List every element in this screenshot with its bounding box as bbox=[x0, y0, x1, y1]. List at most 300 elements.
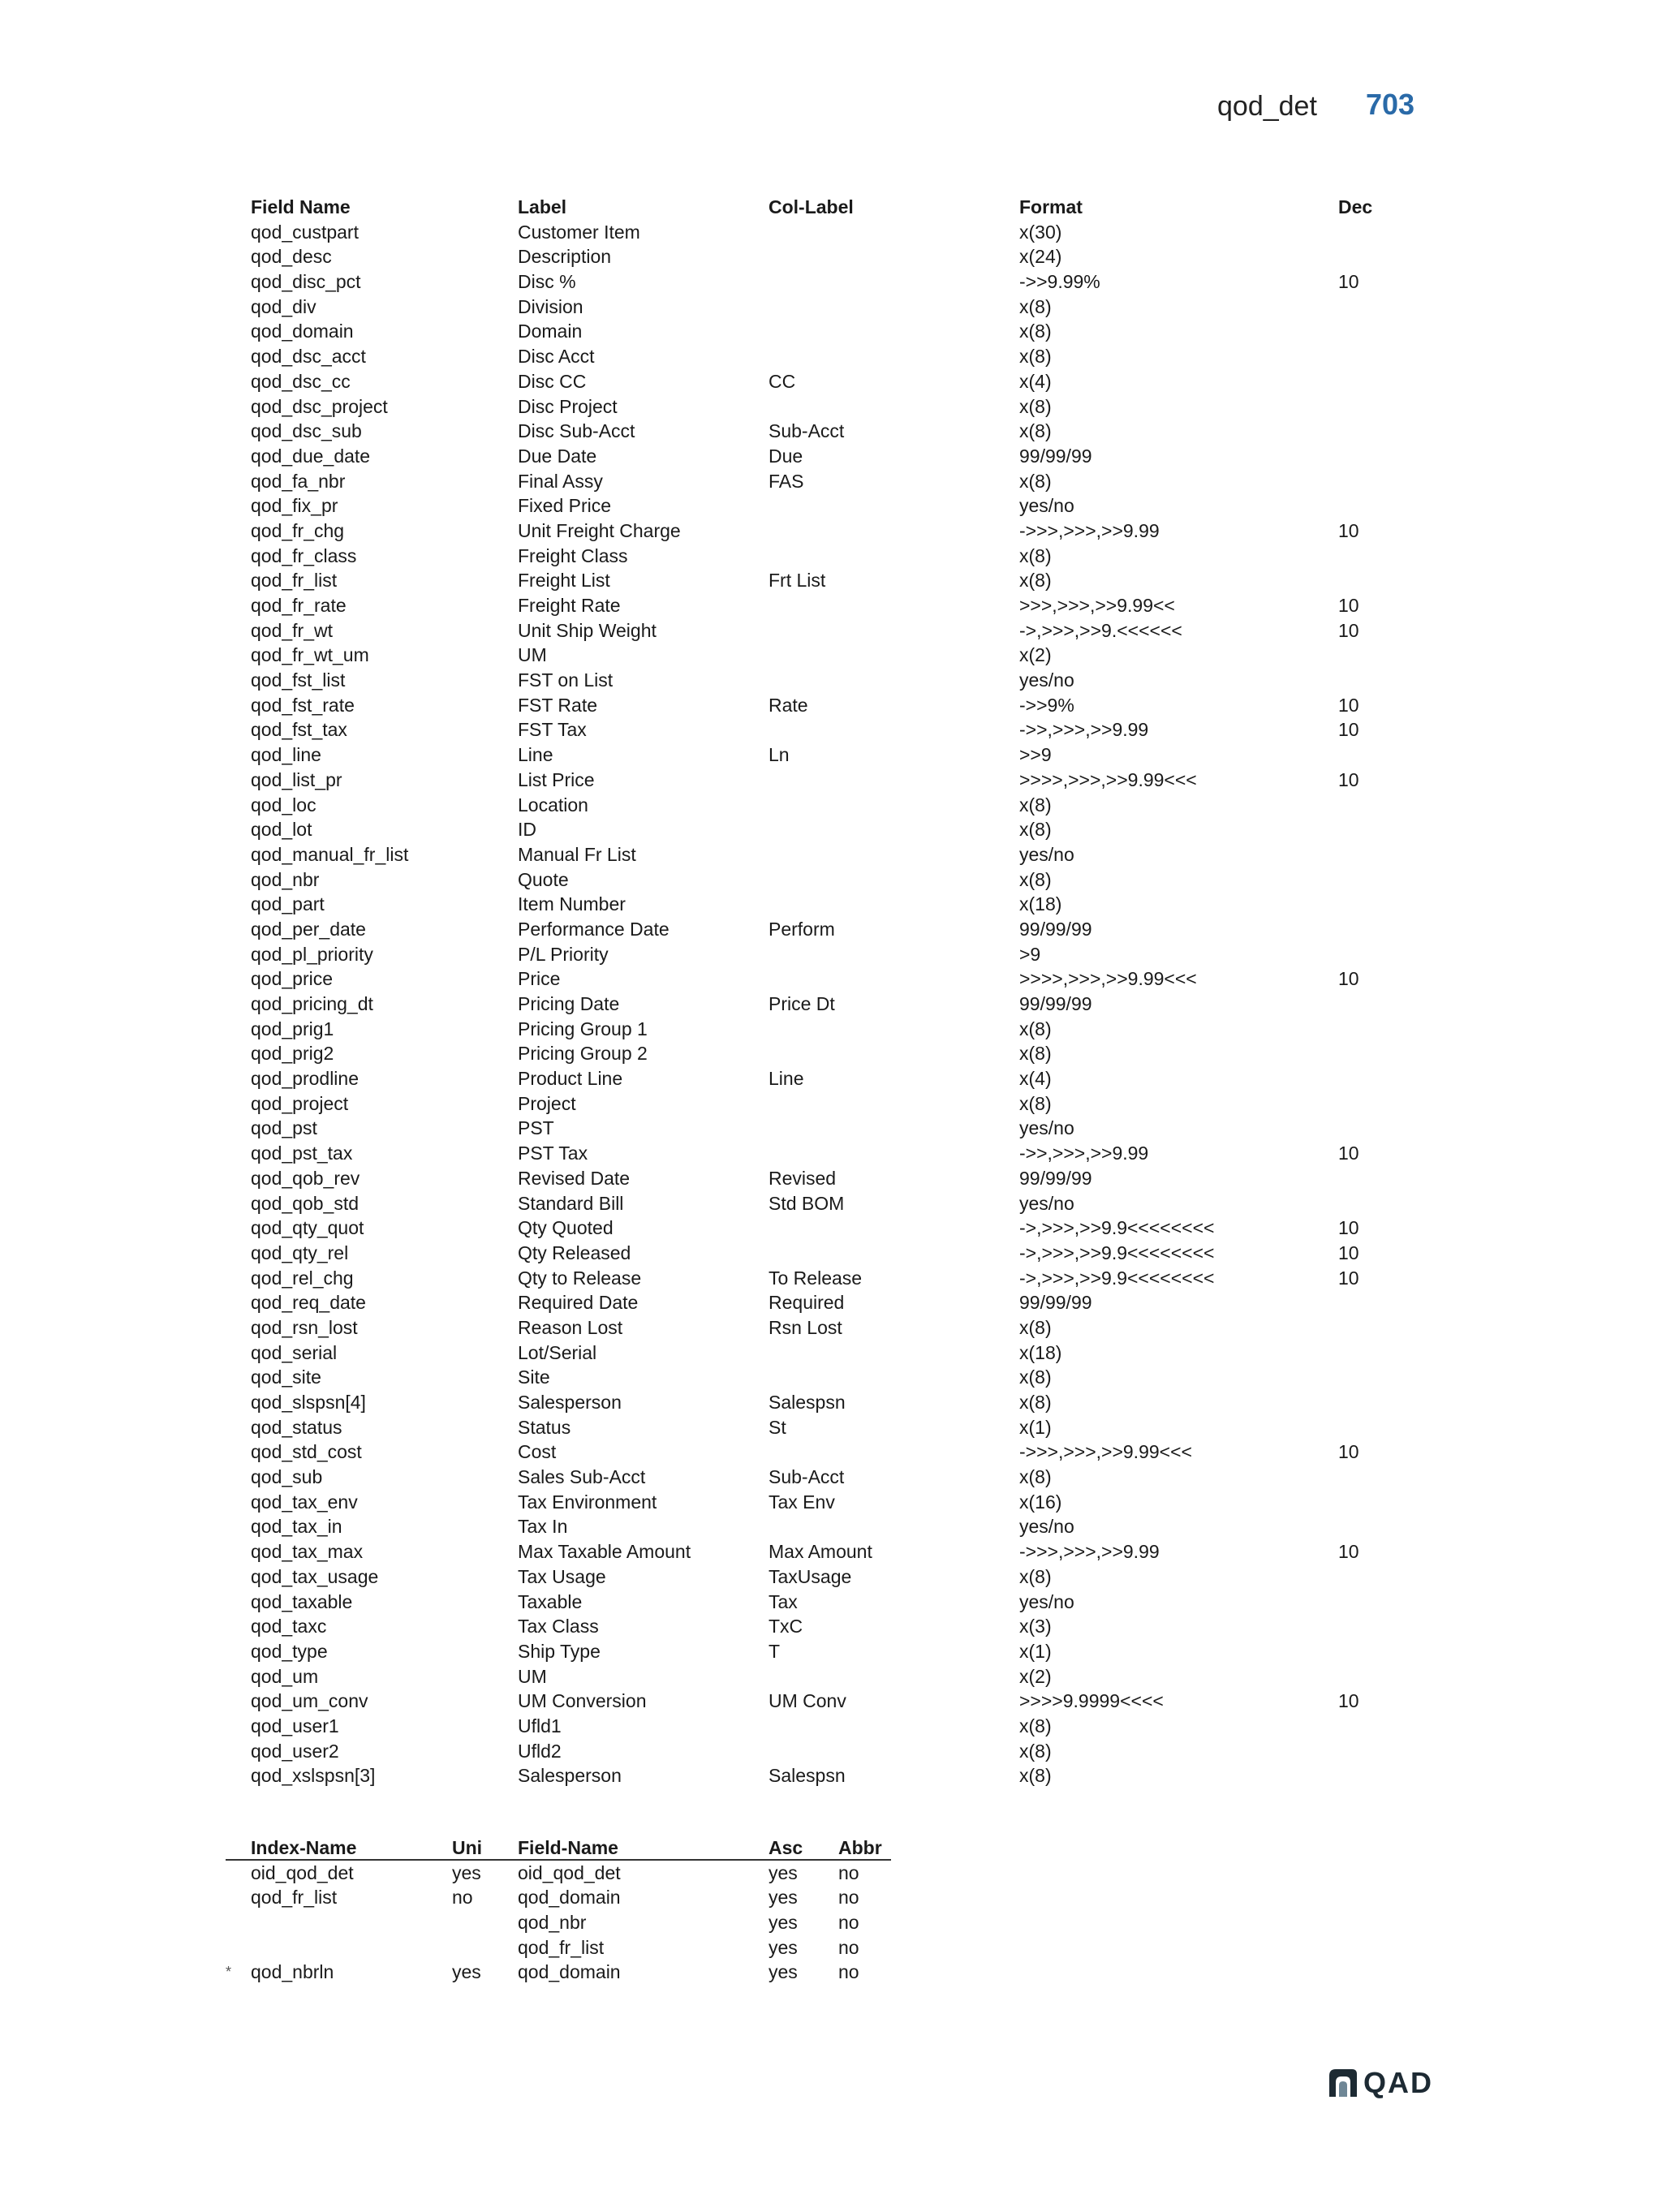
format-cell: x(8) bbox=[1019, 1092, 1052, 1114]
format-cell: ->>>,>>>,>>9.99 bbox=[1019, 1541, 1160, 1563]
table-row bbox=[251, 817, 1452, 842]
format-cell: ->,>>>,>>9.9<<<<<<<< bbox=[1019, 1242, 1215, 1263]
table-row bbox=[251, 693, 1452, 718]
format-cell: ->,>>>,>>9.<<<<<< bbox=[1019, 619, 1182, 641]
label-cell: Ufld2 bbox=[518, 1740, 562, 1762]
col-label-cell: Sub-Acct bbox=[769, 1466, 845, 1488]
col-label-cell: Rate bbox=[769, 694, 808, 716]
label-cell: Standard Bill bbox=[518, 1192, 624, 1214]
field-name-cell: qod_qty_quot bbox=[251, 1217, 364, 1239]
table-row bbox=[251, 992, 1452, 1017]
label-cell: Unit Freight Charge bbox=[518, 519, 681, 541]
format-cell: x(8) bbox=[1019, 819, 1052, 841]
label-cell: Manual Fr List bbox=[518, 843, 636, 865]
table-row bbox=[251, 1116, 1452, 1141]
format-cell: x(8) bbox=[1019, 794, 1052, 816]
asc-cell: yes bbox=[769, 1912, 798, 1934]
field-name-cell: qod_domain bbox=[251, 321, 354, 342]
table-row bbox=[226, 1960, 891, 1985]
label-cell: FST Rate bbox=[518, 694, 597, 716]
field-name-cell: qod_per_date bbox=[251, 918, 366, 940]
index-name-cell: qod_fr_list bbox=[251, 1887, 338, 1909]
col-label-cell: Price Dt bbox=[769, 993, 835, 1014]
column-header-format: Format bbox=[1019, 196, 1083, 217]
label-cell: Tax Environment bbox=[518, 1491, 657, 1513]
table-row bbox=[251, 618, 1452, 643]
table-row bbox=[251, 319, 1452, 344]
table-row bbox=[251, 768, 1452, 793]
table-row bbox=[251, 643, 1452, 668]
col-label-cell: Due bbox=[769, 445, 803, 467]
table-row bbox=[251, 419, 1452, 444]
field-name-cell: qod_lot bbox=[251, 819, 312, 841]
table-row bbox=[251, 1590, 1452, 1615]
col-label-cell: Tax Env bbox=[769, 1491, 835, 1513]
table-row bbox=[226, 1861, 891, 1886]
index-table bbox=[226, 1835, 891, 1985]
table-row bbox=[251, 668, 1452, 693]
field-name-cell: qod_div bbox=[251, 295, 316, 317]
field-name-cell: qod_type bbox=[251, 1640, 328, 1662]
abbr-cell: no bbox=[838, 1936, 859, 1958]
field-name-cell: qod_line bbox=[251, 744, 321, 766]
index-table-header bbox=[226, 1835, 891, 1861]
label-cell: Customer Item bbox=[518, 221, 640, 243]
label-cell: Cost bbox=[518, 1441, 557, 1463]
table-row bbox=[251, 1191, 1452, 1216]
format-cell: >>9 bbox=[1019, 744, 1052, 766]
table-row bbox=[251, 1664, 1452, 1689]
table-row bbox=[251, 1091, 1452, 1117]
table-row bbox=[251, 1639, 1452, 1664]
col-label-cell: Required bbox=[769, 1292, 845, 1314]
col-label-cell: St bbox=[769, 1416, 786, 1438]
uni-cell: yes bbox=[452, 1861, 481, 1883]
table-row bbox=[251, 568, 1452, 593]
col-label-cell: UM Conv bbox=[769, 1690, 846, 1712]
field-name-cell: qod_desc bbox=[251, 246, 332, 268]
format-cell: yes/no bbox=[1019, 1590, 1074, 1612]
label-cell: Item Number bbox=[518, 893, 626, 915]
table-row bbox=[251, 394, 1452, 420]
format-cell: 99/99/99 bbox=[1019, 1167, 1092, 1189]
table-row bbox=[251, 1539, 1452, 1564]
label-cell: PST bbox=[518, 1117, 554, 1139]
format-cell: ->,>>>,>>9.9<<<<<<<< bbox=[1019, 1267, 1215, 1289]
format-cell: x(8) bbox=[1019, 295, 1052, 317]
col-label-cell: CC bbox=[769, 370, 796, 392]
label-cell: P/L Priority bbox=[518, 943, 609, 965]
field-name-cell: qod_dsc_acct bbox=[251, 346, 366, 368]
format-cell: x(3) bbox=[1019, 1616, 1052, 1637]
format-cell: yes/no bbox=[1019, 1192, 1074, 1214]
field-name-cell: qod_dsc_cc bbox=[251, 370, 351, 392]
field-name-cell: qod_fix_pr bbox=[251, 495, 338, 517]
label-cell: Lot/Serial bbox=[518, 1341, 597, 1363]
field-name-cell: qod_domain bbox=[518, 1887, 621, 1909]
format-cell: yes/no bbox=[1019, 495, 1074, 517]
format-cell: x(8) bbox=[1019, 1765, 1052, 1787]
label-cell: Disc Sub-Acct bbox=[518, 420, 635, 442]
col-label-cell: Salespsn bbox=[769, 1392, 846, 1413]
dec-cell: 10 bbox=[1338, 1441, 1359, 1463]
col-label-cell: FAS bbox=[769, 470, 804, 492]
label-cell: FST on List bbox=[518, 669, 614, 691]
table-row bbox=[251, 1714, 1452, 1739]
format-cell: ->>>,>>>,>>9.99 bbox=[1019, 519, 1160, 541]
label-cell: Fixed Price bbox=[518, 495, 612, 517]
format-cell: x(2) bbox=[1019, 1665, 1052, 1687]
column-header-col-label: Col-Label bbox=[769, 196, 854, 217]
label-cell: Site bbox=[518, 1366, 550, 1388]
table-row bbox=[251, 1465, 1452, 1490]
table-row bbox=[251, 1614, 1452, 1639]
field-name-cell: qod_fr_chg bbox=[251, 519, 345, 541]
label-cell: Pricing Group 1 bbox=[518, 1018, 648, 1039]
col-label-cell: Sub-Acct bbox=[769, 420, 845, 442]
field-name-cell: qod_due_date bbox=[251, 445, 371, 467]
label-cell: Disc Acct bbox=[518, 346, 595, 368]
field-name-cell: qod_slspsn[4] bbox=[251, 1392, 366, 1413]
field-name-cell: qod_fr_wt bbox=[251, 619, 334, 641]
label-cell: Qty to Release bbox=[518, 1267, 642, 1289]
table-row bbox=[251, 1041, 1452, 1066]
table-row bbox=[251, 1564, 1452, 1590]
table-name: qod_det bbox=[1217, 91, 1317, 122]
dec-cell: 10 bbox=[1338, 619, 1359, 641]
label-cell: Pricing Date bbox=[518, 993, 620, 1014]
label-cell: Quote bbox=[518, 868, 569, 890]
qad-logo bbox=[1328, 2066, 1449, 2100]
field-name-cell: qod_qty_rel bbox=[251, 1242, 349, 1263]
field-name-cell: qod_nbr bbox=[518, 1912, 587, 1934]
page-number: 703 bbox=[1366, 88, 1415, 121]
format-cell: ->>,>>>,>>9.99 bbox=[1019, 719, 1149, 741]
label-cell: Qty Quoted bbox=[518, 1217, 614, 1239]
field-name-cell: qod_taxc bbox=[251, 1616, 327, 1637]
table-row bbox=[251, 1290, 1452, 1315]
field-name-cell: qod_pst bbox=[251, 1117, 317, 1139]
field-name-cell: qod_fr_list bbox=[251, 570, 338, 592]
label-cell: Tax Class bbox=[518, 1616, 599, 1637]
format-cell: 99/99/99 bbox=[1019, 1292, 1092, 1314]
table-row bbox=[251, 1490, 1452, 1515]
field-name-cell: qod_rel_chg bbox=[251, 1267, 354, 1289]
col-label-cell: Ln bbox=[769, 744, 790, 766]
field-name-cell: qod_qob_std bbox=[251, 1192, 360, 1214]
table-row bbox=[251, 1739, 1452, 1764]
label-cell: UM Conversion bbox=[518, 1690, 647, 1712]
field-name-cell: qod_prig2 bbox=[251, 1043, 334, 1065]
field-name-cell: qod_fst_list bbox=[251, 669, 346, 691]
table-row bbox=[251, 717, 1452, 742]
field-name-cell: qod_user1 bbox=[251, 1715, 339, 1736]
label-cell: Ufld1 bbox=[518, 1715, 562, 1736]
field-name-cell: qod_serial bbox=[251, 1341, 338, 1363]
label-cell: Freight Rate bbox=[518, 595, 621, 616]
format-cell: 99/99/99 bbox=[1019, 918, 1092, 940]
column-header-label: Label bbox=[518, 196, 567, 217]
table-row bbox=[251, 917, 1452, 942]
table-row bbox=[251, 1241, 1452, 1266]
format-cell: 99/99/99 bbox=[1019, 445, 1092, 467]
field-name-cell: qod_fr_rate bbox=[251, 595, 347, 616]
table-row bbox=[251, 1216, 1452, 1241]
format-cell: x(8) bbox=[1019, 346, 1052, 368]
format-cell: ->>9.99% bbox=[1019, 271, 1100, 293]
field-table-header bbox=[251, 195, 1452, 220]
uni-cell: yes bbox=[452, 1961, 481, 1983]
format-cell: x(30) bbox=[1019, 221, 1062, 243]
label-cell: Sales Sub-Acct bbox=[518, 1466, 646, 1488]
table-row bbox=[251, 1315, 1452, 1341]
table-row bbox=[251, 593, 1452, 618]
field-name-cell: qod_fr_wt_um bbox=[251, 644, 369, 666]
table-row bbox=[251, 1266, 1452, 1291]
field-name-cell: qod_site bbox=[251, 1366, 321, 1388]
format-cell: x(8) bbox=[1019, 1715, 1052, 1736]
format-cell: x(8) bbox=[1019, 868, 1052, 890]
label-cell: UM bbox=[518, 1665, 547, 1687]
qad-logo-text: QAD bbox=[1363, 2066, 1433, 2099]
table-row bbox=[251, 444, 1452, 469]
field-name-cell: qod_tax_usage bbox=[251, 1565, 379, 1587]
col-label-cell: TaxUsage bbox=[769, 1565, 852, 1587]
format-cell: >>>,>>>,>>9.99<< bbox=[1019, 595, 1175, 616]
field-name-cell: qod_disc_pct bbox=[251, 271, 361, 293]
label-cell: Performance Date bbox=[518, 918, 670, 940]
col-label-cell: T bbox=[769, 1640, 781, 1662]
label-cell: Required Date bbox=[518, 1292, 639, 1314]
label-cell: Freight Class bbox=[518, 544, 628, 566]
field-name-cell: qod_fr_list bbox=[518, 1936, 605, 1958]
label-cell: Domain bbox=[518, 321, 583, 342]
table-row bbox=[251, 966, 1452, 992]
label-cell: Disc Project bbox=[518, 395, 618, 417]
label-cell: Revised Date bbox=[518, 1167, 631, 1189]
format-cell: x(8) bbox=[1019, 544, 1052, 566]
col-label-cell: Frt List bbox=[769, 570, 826, 592]
table-row bbox=[226, 1935, 891, 1960]
field-name-cell: oid_qod_det bbox=[518, 1861, 621, 1883]
format-cell: x(8) bbox=[1019, 420, 1052, 442]
table-row bbox=[251, 1166, 1452, 1191]
format-cell: ->>9% bbox=[1019, 694, 1074, 716]
format-cell: x(8) bbox=[1019, 1565, 1052, 1587]
qad-logo-icon bbox=[1328, 2068, 1358, 2098]
label-cell: Tax In bbox=[518, 1516, 568, 1538]
field-name-cell: qod_std_cost bbox=[251, 1441, 362, 1463]
format-cell: 99/99/99 bbox=[1019, 993, 1092, 1014]
format-cell: x(8) bbox=[1019, 1366, 1052, 1388]
field-name-cell: qod_req_date bbox=[251, 1292, 366, 1314]
field-name-cell: qod_part bbox=[251, 893, 325, 915]
column-header-index-name: Index-Name bbox=[251, 1837, 357, 1858]
table-row bbox=[251, 519, 1452, 544]
index-name-cell: qod_nbrln bbox=[251, 1961, 334, 1983]
table-row bbox=[251, 793, 1452, 818]
dec-cell: 10 bbox=[1338, 271, 1359, 293]
table-row bbox=[251, 344, 1452, 369]
label-cell: UM bbox=[518, 644, 547, 666]
format-cell: x(1) bbox=[1019, 1416, 1052, 1438]
dec-cell: 10 bbox=[1338, 1143, 1359, 1164]
col-label-cell: TxC bbox=[769, 1616, 803, 1637]
label-cell: Price bbox=[518, 968, 561, 990]
table-row bbox=[251, 244, 1452, 269]
table-row bbox=[251, 1415, 1452, 1440]
field-name-cell: qod_prodline bbox=[251, 1068, 360, 1090]
label-cell: Description bbox=[518, 246, 612, 268]
label-cell: Disc % bbox=[518, 271, 576, 293]
format-cell: x(1) bbox=[1019, 1640, 1052, 1662]
label-cell: Tax Usage bbox=[518, 1565, 606, 1587]
field-name-cell: qod_sub bbox=[251, 1466, 323, 1488]
label-cell: Max Taxable Amount bbox=[518, 1541, 691, 1563]
format-cell: x(4) bbox=[1019, 1068, 1052, 1090]
field-name-cell: qod_fa_nbr bbox=[251, 470, 346, 492]
label-cell: Product Line bbox=[518, 1068, 623, 1090]
table-row bbox=[251, 295, 1452, 320]
field-name-cell: qod_rsn_lost bbox=[251, 1316, 358, 1338]
format-cell: ->>,>>>,>>9.99 bbox=[1019, 1143, 1149, 1164]
abbr-cell: no bbox=[838, 1887, 859, 1909]
field-name-cell: qod_dsc_sub bbox=[251, 420, 362, 442]
table-row bbox=[251, 544, 1452, 569]
label-cell: Qty Released bbox=[518, 1242, 631, 1263]
label-cell: List Price bbox=[518, 768, 595, 790]
field-name-cell: qod_tax_env bbox=[251, 1491, 358, 1513]
field-name-cell: qod_fst_rate bbox=[251, 694, 355, 716]
field-name-cell: qod_dsc_project bbox=[251, 395, 388, 417]
table-row bbox=[251, 369, 1452, 394]
field-name-cell: qod_pricing_dt bbox=[251, 993, 373, 1014]
format-cell: yes/no bbox=[1019, 1516, 1074, 1538]
field-name-cell: qod_pst_tax bbox=[251, 1143, 353, 1164]
table-row bbox=[251, 1440, 1452, 1465]
col-label-cell: Revised bbox=[769, 1167, 837, 1189]
asc-cell: yes bbox=[769, 1861, 798, 1883]
table-row bbox=[226, 1910, 891, 1935]
dec-cell: 10 bbox=[1338, 1690, 1359, 1712]
field-name-cell: qod_nbr bbox=[251, 868, 320, 890]
field-name-cell: qod_fr_class bbox=[251, 544, 357, 566]
field-name-cell: qod_user2 bbox=[251, 1740, 339, 1762]
format-cell: yes/no bbox=[1019, 669, 1074, 691]
col-label-cell: Salespsn bbox=[769, 1765, 846, 1787]
format-cell: >>>>,>>>,>>9.99<<< bbox=[1019, 968, 1197, 990]
field-name-cell: qod_list_pr bbox=[251, 768, 342, 790]
dec-cell: 10 bbox=[1338, 519, 1359, 541]
field-name-cell: qod_taxable bbox=[251, 1590, 353, 1612]
asc-cell: yes bbox=[769, 1961, 798, 1983]
format-cell: yes/no bbox=[1019, 843, 1074, 865]
running-head bbox=[1217, 88, 1420, 127]
col-label-cell: Max Amount bbox=[769, 1541, 872, 1563]
field-name-cell: qod_prig1 bbox=[251, 1018, 334, 1039]
format-cell: x(8) bbox=[1019, 1316, 1052, 1338]
dec-cell: 10 bbox=[1338, 768, 1359, 790]
format-cell: x(8) bbox=[1019, 470, 1052, 492]
format-cell: x(16) bbox=[1019, 1491, 1062, 1513]
table-row bbox=[251, 867, 1452, 893]
label-cell: Division bbox=[518, 295, 583, 317]
table-row bbox=[251, 892, 1452, 917]
field-name-cell: qod_um_conv bbox=[251, 1690, 368, 1712]
label-cell: Disc CC bbox=[518, 370, 587, 392]
table-row bbox=[251, 1066, 1452, 1091]
label-cell: Project bbox=[518, 1092, 576, 1114]
dec-cell: 10 bbox=[1338, 1242, 1359, 1263]
field-name-cell: qod_domain bbox=[518, 1961, 621, 1983]
asc-cell: yes bbox=[769, 1887, 798, 1909]
format-cell: x(8) bbox=[1019, 1740, 1052, 1762]
primary-marker: * bbox=[226, 1964, 232, 1981]
abbr-cell: no bbox=[838, 1961, 859, 1983]
col-label-cell: Tax bbox=[769, 1590, 798, 1612]
col-label-cell: To Release bbox=[769, 1267, 863, 1289]
table-row bbox=[226, 1885, 891, 1910]
field-name-cell: qod_status bbox=[251, 1416, 342, 1438]
format-cell: ->,>>>,>>9.9<<<<<<<< bbox=[1019, 1217, 1215, 1239]
dec-cell: 10 bbox=[1338, 1541, 1359, 1563]
label-cell: Line bbox=[518, 744, 553, 766]
table-row bbox=[251, 1365, 1452, 1390]
table-row bbox=[251, 1514, 1452, 1539]
index-name-cell: oid_qod_det bbox=[251, 1861, 354, 1883]
column-header-uni: Uni bbox=[452, 1837, 483, 1858]
label-cell: PST Tax bbox=[518, 1143, 588, 1164]
format-cell: x(24) bbox=[1019, 246, 1062, 268]
table-row bbox=[251, 1017, 1452, 1042]
format-cell: x(18) bbox=[1019, 1341, 1062, 1363]
format-cell: x(8) bbox=[1019, 570, 1052, 592]
abbr-cell: no bbox=[838, 1912, 859, 1934]
format-cell: >>>>9.9999<<<< bbox=[1019, 1690, 1164, 1712]
field-name-cell: qod_custpart bbox=[251, 221, 359, 243]
table-row bbox=[251, 269, 1452, 295]
field-name-cell: qod_um bbox=[251, 1665, 319, 1687]
label-cell: Freight List bbox=[518, 570, 610, 592]
label-cell: Pricing Group 2 bbox=[518, 1043, 648, 1065]
table-row bbox=[251, 1390, 1452, 1415]
field-table bbox=[251, 195, 1452, 1788]
format-cell: x(8) bbox=[1019, 1018, 1052, 1039]
table-row bbox=[251, 220, 1452, 245]
format-cell: x(8) bbox=[1019, 1466, 1052, 1488]
table-row bbox=[251, 842, 1452, 867]
field-name-cell: qod_pl_priority bbox=[251, 943, 373, 965]
table-row bbox=[251, 1763, 1452, 1788]
label-cell: Ship Type bbox=[518, 1640, 601, 1662]
table-row bbox=[251, 1689, 1452, 1714]
column-header-dec: Dec bbox=[1338, 196, 1373, 217]
table-row bbox=[251, 469, 1452, 494]
dec-cell: 10 bbox=[1338, 719, 1359, 741]
format-cell: x(4) bbox=[1019, 370, 1052, 392]
dec-cell: 10 bbox=[1338, 968, 1359, 990]
label-cell: ID bbox=[518, 819, 536, 841]
field-name-cell: qod_manual_fr_list bbox=[251, 843, 409, 865]
field-name-cell: qod_qob_rev bbox=[251, 1167, 360, 1189]
dec-cell: 10 bbox=[1338, 595, 1359, 616]
label-cell: Taxable bbox=[518, 1590, 583, 1612]
dec-cell: 10 bbox=[1338, 694, 1359, 716]
column-header-asc: Asc bbox=[769, 1837, 803, 1858]
label-cell: Due Date bbox=[518, 445, 597, 467]
format-cell: ->>>,>>>,>>9.99<<< bbox=[1019, 1441, 1192, 1463]
table-row bbox=[251, 1341, 1452, 1366]
